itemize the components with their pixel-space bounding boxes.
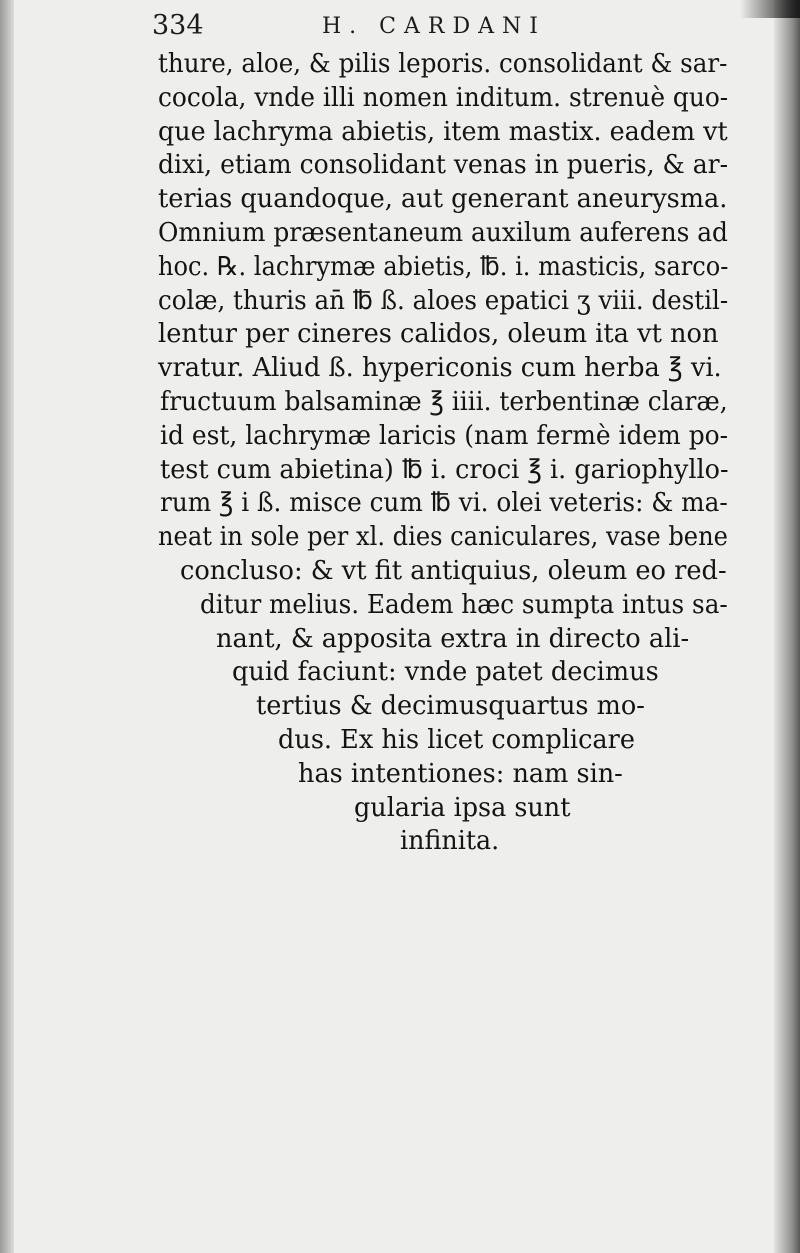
page-header bbox=[152, 10, 752, 50]
text-line: thure, aloe, & pilis leporis. consolidant & sar- bbox=[158, 49, 728, 79]
text-line: test cum abietina) ℔ i. croci ℥ i. gariophyllo- bbox=[160, 454, 729, 485]
text-line: vratur. Aliud ß. hypericonis cum herba ℥ vi. bbox=[158, 353, 722, 384]
text-line: has intentiones: nam sin- bbox=[298, 758, 623, 789]
text-line: quid faciunt: vnde patet decimus bbox=[232, 657, 659, 688]
text-line: terias quandoque, aut generant aneurysma. bbox=[158, 184, 728, 215]
text-line: neat in sole per xl. dies caniculares, vase bene bbox=[158, 522, 728, 553]
text-line: gularia ipsa sunt bbox=[354, 792, 571, 823]
page-gutter-shadow bbox=[0, 0, 14, 1253]
text-line: fructuum balsaminæ ℥ iiii. terbentinæ claræ, bbox=[160, 386, 728, 417]
text-line: tertius & decimusquartus mo- bbox=[256, 691, 645, 722]
text-line: Omnium præsentaneum auxilum auferens ad bbox=[158, 217, 728, 248]
text-line: id est, lachrymæ laricis (nam fermè idem po- bbox=[160, 420, 729, 451]
page-number: 334 bbox=[152, 10, 204, 41]
text-line: que lachryma abietis, item mastix. eadem vt bbox=[158, 116, 728, 147]
body-text bbox=[156, 48, 736, 859]
text-line: dixi, etiam consolidant venas in pueris, & ar- bbox=[158, 150, 729, 181]
text-line: colæ, thuris an̄ ℔ ß. aloes epatici ʒ viii. destil- bbox=[158, 285, 729, 316]
text-line: concluso: & vt fit antiquius, oleum eo red- bbox=[180, 555, 727, 586]
running-head: H. CARDANI bbox=[322, 14, 546, 39]
text-line: lentur per cineres calidos, oleum ita vt non bbox=[158, 319, 719, 350]
page-edge-shadow bbox=[774, 0, 800, 1253]
text-line: cocola, vnde illi nomen inditum. strenuè quo- bbox=[158, 82, 729, 113]
text-line: rum ℥ i ß. misce cum ℔ vi. olei veteris: & ma- bbox=[160, 488, 728, 519]
text-line: dus. Ex his licet complicare bbox=[278, 724, 635, 755]
text-line: infinita. bbox=[400, 826, 500, 857]
text-line: hoc. ℞. lachrymæ abietis, ℔. i. masticis, sarco- bbox=[158, 251, 729, 282]
text-line: nant, & apposita extra in directo ali- bbox=[216, 623, 690, 654]
text-line: ditur melius. Eadem hæc sumpta intus sa- bbox=[200, 589, 728, 620]
